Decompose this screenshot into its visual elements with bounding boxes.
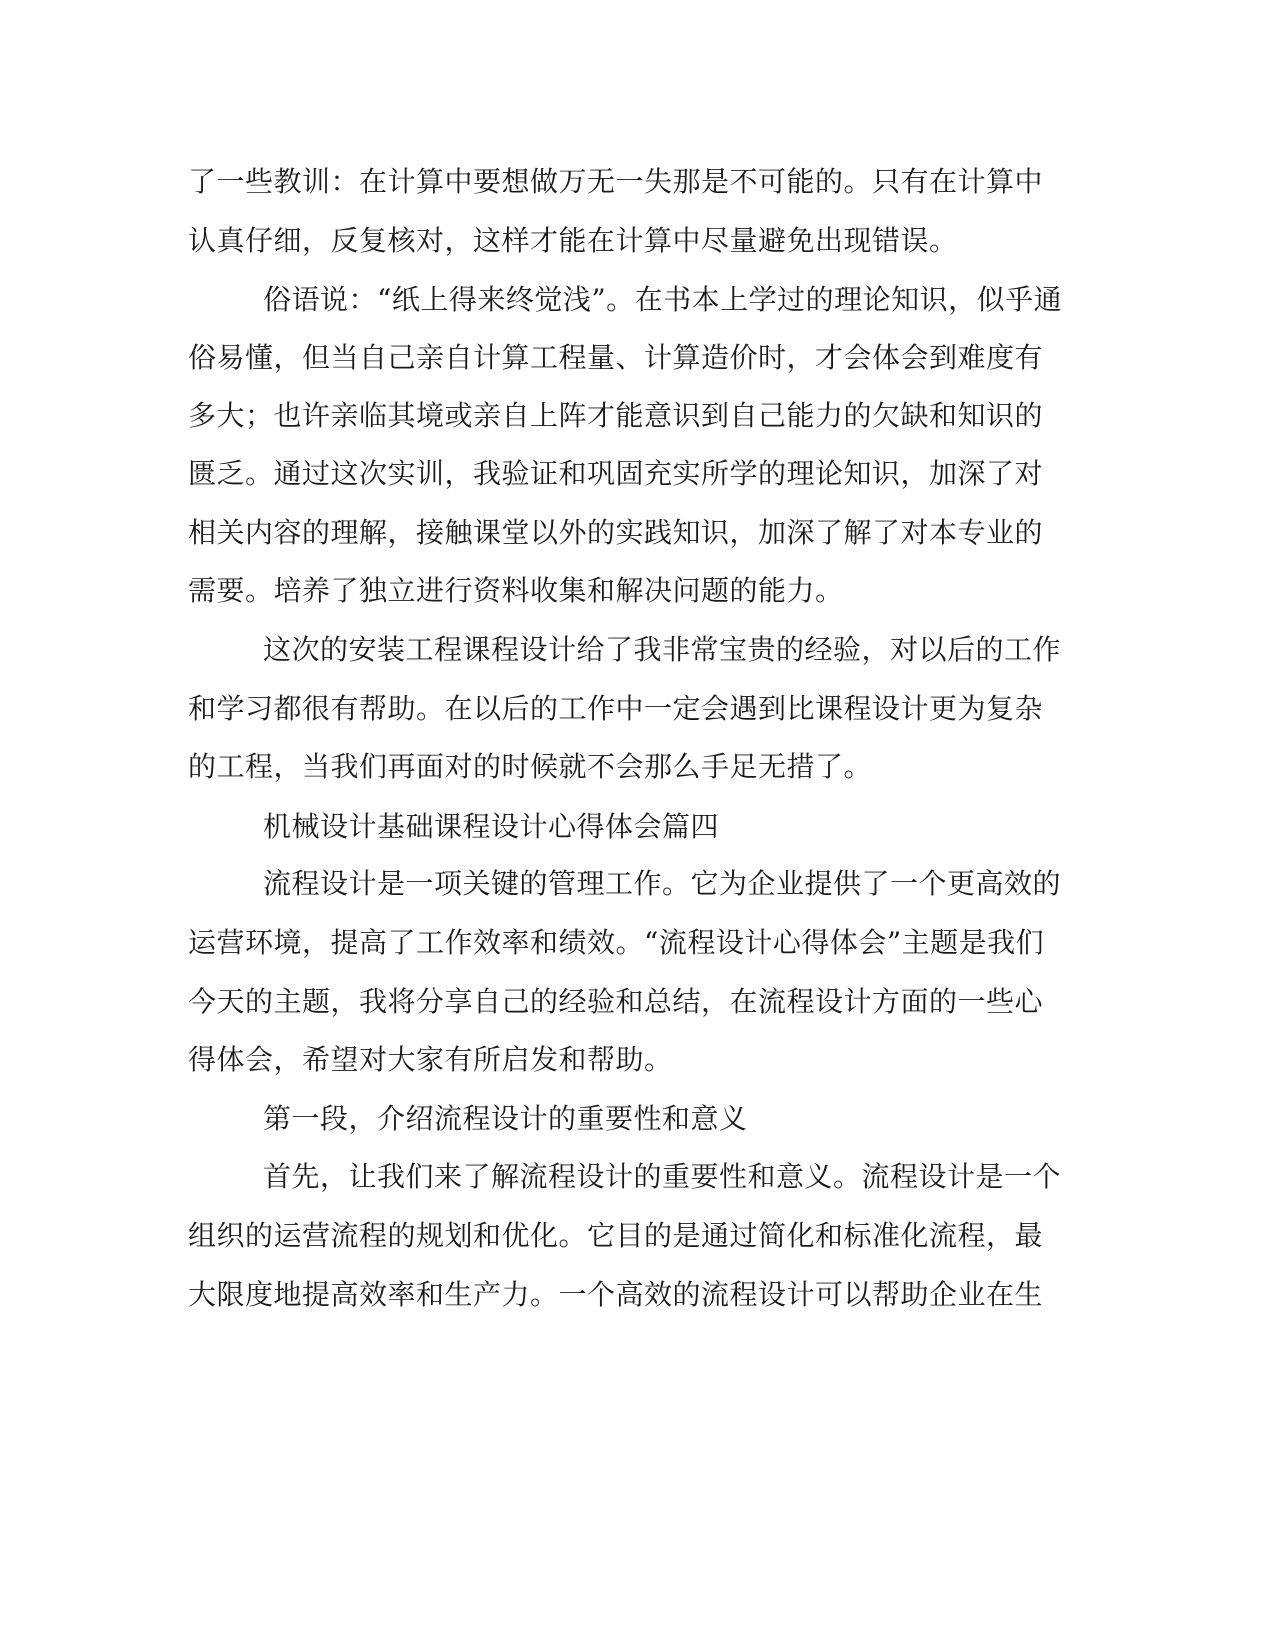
body-text-line: 组织的运营流程的规划和优化。它目的是通过简化和标准化流程，最: [188, 1219, 1044, 1252]
body-text-line: 相关内容的理解，接触课堂以外的实践知识，加深了解了对本专业的: [188, 516, 1044, 549]
body-text-line: 需要。培养了独立进行资料收集和解决问题的能力。: [188, 574, 844, 607]
body-text-line: 和学习都很有帮助。在以后的工作中一定会遇到比课程设计更为复杂: [188, 692, 1044, 725]
body-text-line: 的工程，当我们再面对的时候就不会那么手足无措了。: [188, 750, 873, 783]
body-text-line: 多大；也许亲临其境或亲自上阵才能意识到自己能力的欠缺和知识的: [188, 399, 1044, 432]
body-text-line: 匮乏。通过这次实训，我验证和巩固充实所学的理论知识，加深了对: [188, 457, 1044, 490]
body-text-line: 大限度地提高效率和生产力。一个高效的流程设计可以帮助企业在生: [188, 1278, 1044, 1311]
subsection-heading: 第一段，介绍流程设计的重要性和意义: [263, 1102, 748, 1135]
paragraph-first-line: 首先，让我们来了解流程设计的重要性和意义。流程设计是一个: [263, 1160, 1062, 1193]
paragraph-first-line: 俗语说：“纸上得来终觉浅”。在书本上学过的理论知识，似乎通: [263, 283, 1063, 316]
body-text-line: 俗易懂，但当自己亲自计算工程量、计算造价时，才会体会到难度有: [188, 341, 1044, 374]
body-text-line: 得体会，希望对大家有所启发和帮助。: [188, 1043, 673, 1076]
paragraph-first-line: 这次的安装工程课程设计给了我非常宝贵的经验，对以后的工作: [263, 633, 1062, 666]
section-heading: 机械设计基础课程设计心得体会篇四: [263, 810, 720, 843]
body-text-line: 认真仔细，反复核对，这样才能在计算中尽量避免出现错误。: [188, 224, 958, 257]
paragraph-first-line: 流程设计是一项关键的管理工作。它为企业提供了一个更高效的: [263, 867, 1062, 900]
body-text-line: 今天的主题，我将分享自己的经验和总结，在流程设计方面的一些心: [188, 985, 1044, 1018]
body-text-line: 了一些教训：在计算中要想做万无一失那是不可能的。只有在计算中: [188, 165, 1044, 198]
body-text-line: 运营环境，提高了工作效率和绩效。“流程设计心得体会”主题是我们: [188, 926, 1045, 959]
